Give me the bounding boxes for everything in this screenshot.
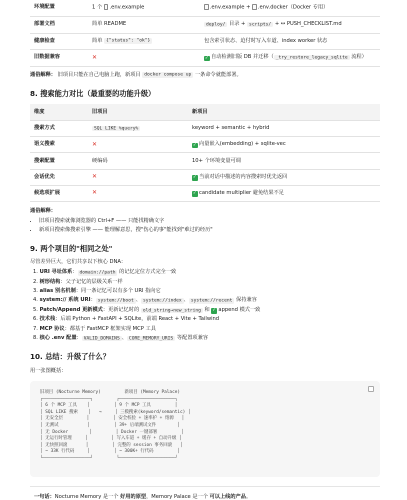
check-icon: ✓ <box>204 55 209 61</box>
file-icon <box>204 4 209 10</box>
cross-icon: ✕ <box>92 173 98 181</box>
explanation-note: 通俗解释： 旧项目只能在自己电脑上跑，新项目 docker compose up 一条命令就能部署。 <box>30 71 242 78</box>
diagram-line: ┌──────────────────┐ ┌─────────────────────┐ <box>40 396 178 402</box>
table-row: 部署文档 简单 README deploy/ 目录 + scripts/ + ↔ PUSH_CHECKLIST.md <box>30 17 380 34</box>
table-header-row <box>30 104 380 120</box>
list-item: 7. MCP 协议：都基于 FastMCP 框架实现 MCP 工具 <box>33 325 156 332</box>
diagram-line: │ 无测试 │ │ 39+ 后端测试文件 │ <box>40 422 180 428</box>
diagram-line: 旧项目 (Nocturne Memory) 新项目 (Memory Palace) <box>40 389 181 395</box>
diagram-line: │ 无 Docker │ │ Docker 一键部署 │ <box>40 429 184 435</box>
comparison-table-top <box>30 0 380 67</box>
table-row: 会话优先 ✕ ✓ 当前对话中描述的内容搜索时优先返回 <box>30 169 380 185</box>
list-item: 2. 树形结构：父子记忆的层级关系一样 <box>33 278 123 285</box>
list-item: 6. 技术栈：后端 Python + FastAPI + SQLite，前端 React + Vite + Tailwind <box>33 316 220 323</box>
row-label: 部署文档 <box>30 17 88 34</box>
table-row: 候选项扩展 ✕ ✓ candidate multiplier 避免结果不足 <box>30 185 380 201</box>
diagram-line: └──────────────────┘ └─────────────────────┘ <box>40 455 178 461</box>
cross-icon: ✕ <box>92 189 98 197</box>
explanation-list <box>39 218 380 234</box>
check-icon: ✓ <box>192 175 197 181</box>
summary-sentence: 一句话：Nocturne Memory 是一个 好用的原型，Memory Palace 是一个 可以上线的产品。 <box>30 486 380 500</box>
explanation-label: 通俗解释： <box>30 208 56 215</box>
diagram-line: │ ~ 33K 行代码 │ │ ~ 300K+ 行代码 │ <box>40 449 181 455</box>
table-row: 搜索配置 硬编码 10+ 个环境变量可调 <box>30 153 380 169</box>
file-icon <box>252 4 257 10</box>
row-label: 会话优先 <box>30 169 88 185</box>
copy-icon[interactable] <box>368 386 374 392</box>
list-item: • 旧项目搜索就像浏览器的 Ctrl+F —— 只能找精确文字 <box>39 218 380 225</box>
section-heading: 9. 两个项目的"相同之处" <box>30 243 113 253</box>
row-label: 语义搜索 <box>30 137 88 153</box>
cross-icon: ✕ <box>92 140 98 148</box>
column-header: 维度 <box>30 104 88 120</box>
list-item: 8. 核心 .env 配置： VALID_DOMAINS 、 CORE_MEMORY_URIS 等配置项兼容 <box>33 335 208 342</box>
list-item: 5. Patch/Append 更新模式：更新记忆时的 old_string→new_string 和 ✓ append 模式一致 <box>33 306 261 314</box>
row-label: 旧数据兼容 <box>30 50 88 67</box>
diagram-line: │ 无安全层 │ │ 安全校验 + 速率护 + 熔源 │ <box>40 416 185 422</box>
row-label: 环境配置 <box>30 0 88 17</box>
check-icon: ✓ <box>192 191 197 197</box>
list-item: 4. system:// 系统 URI： system://boot 、 system://index 、 system://recent 保持兼容 <box>33 297 257 304</box>
search-comparison-table <box>30 104 380 202</box>
cross-icon: ✕ <box>92 53 98 61</box>
table-row: 环境配置 1 个 .env.example .env.example + .env.docker（Docker 专用） <box>30 0 380 17</box>
file-icon <box>104 4 109 10</box>
comparison-diagram-codeblock <box>30 381 380 477</box>
section-heading: 10. 总结：升级了什么？ <box>30 352 110 362</box>
section-intro: 尽管差异巨大，它们共享以下核心 DNA： <box>30 259 127 266</box>
list-item: 3. alias 别名机制：同一条记忆可以有多个 URI 指向它 <box>33 288 161 295</box>
list-item: • 新项目搜索像搜索引擎 —— 能理解意思，搜"伤心的事"能找到"难过的经历" <box>39 227 380 234</box>
table-row: 语义搜索 ✕ ✓ 向量嵌入(embedding) + sqlite-vec <box>30 137 380 153</box>
section-heading: 8. 搜索能力对比（最重要的功能升级） <box>30 88 156 98</box>
document-page <box>30 0 380 500</box>
diagram-line: │ 6 个 MCP 工具 │ │ 9 个 MCP 工具 │ <box>40 403 178 409</box>
row-label: 候选项扩展 <box>30 185 88 201</box>
diagram-line: │ 无快照回滚 │ │ 完整的 session 事务回滚 │ <box>40 442 183 448</box>
diagram-line: │ 无运行时管理 │ │ 写入车道 + 缓存 + 自动升级 │ <box>40 436 182 442</box>
table-row: 健康检查 简单 {"status": "ok"} 包含索引状态、迫付时写入车道、index worker 状态 <box>30 33 380 50</box>
list-item: 1. URI 寻址体系： domain://path 的记忆定位方式完全一致 <box>33 269 177 276</box>
row-label: 搜索方式 <box>30 121 88 137</box>
row-label: 健康检查 <box>30 33 88 50</box>
column-header: 新项目 <box>188 104 380 120</box>
check-icon: ✓ <box>192 142 197 148</box>
dna-list <box>33 269 380 342</box>
row-label: 搜索配置 <box>30 153 88 169</box>
table-row: 搜索方式 SQL LIKE %query% keyword + semantic + hybrid <box>30 121 380 137</box>
check-icon: ✓ <box>212 308 217 314</box>
section-intro: 用一张图概括： <box>30 367 67 374</box>
column-header: 旧项目 <box>88 104 188 120</box>
table-row: 旧数据兼容 ✕ ✓ 自动检测旧版 DB 并迁移（ _try_restore_legacy_sqlite 流程） <box>30 50 380 67</box>
diagram-line: │ SQL LIKE 搜索 │ → │ 三模搜索(keyword/semantic) │ <box>40 409 191 415</box>
